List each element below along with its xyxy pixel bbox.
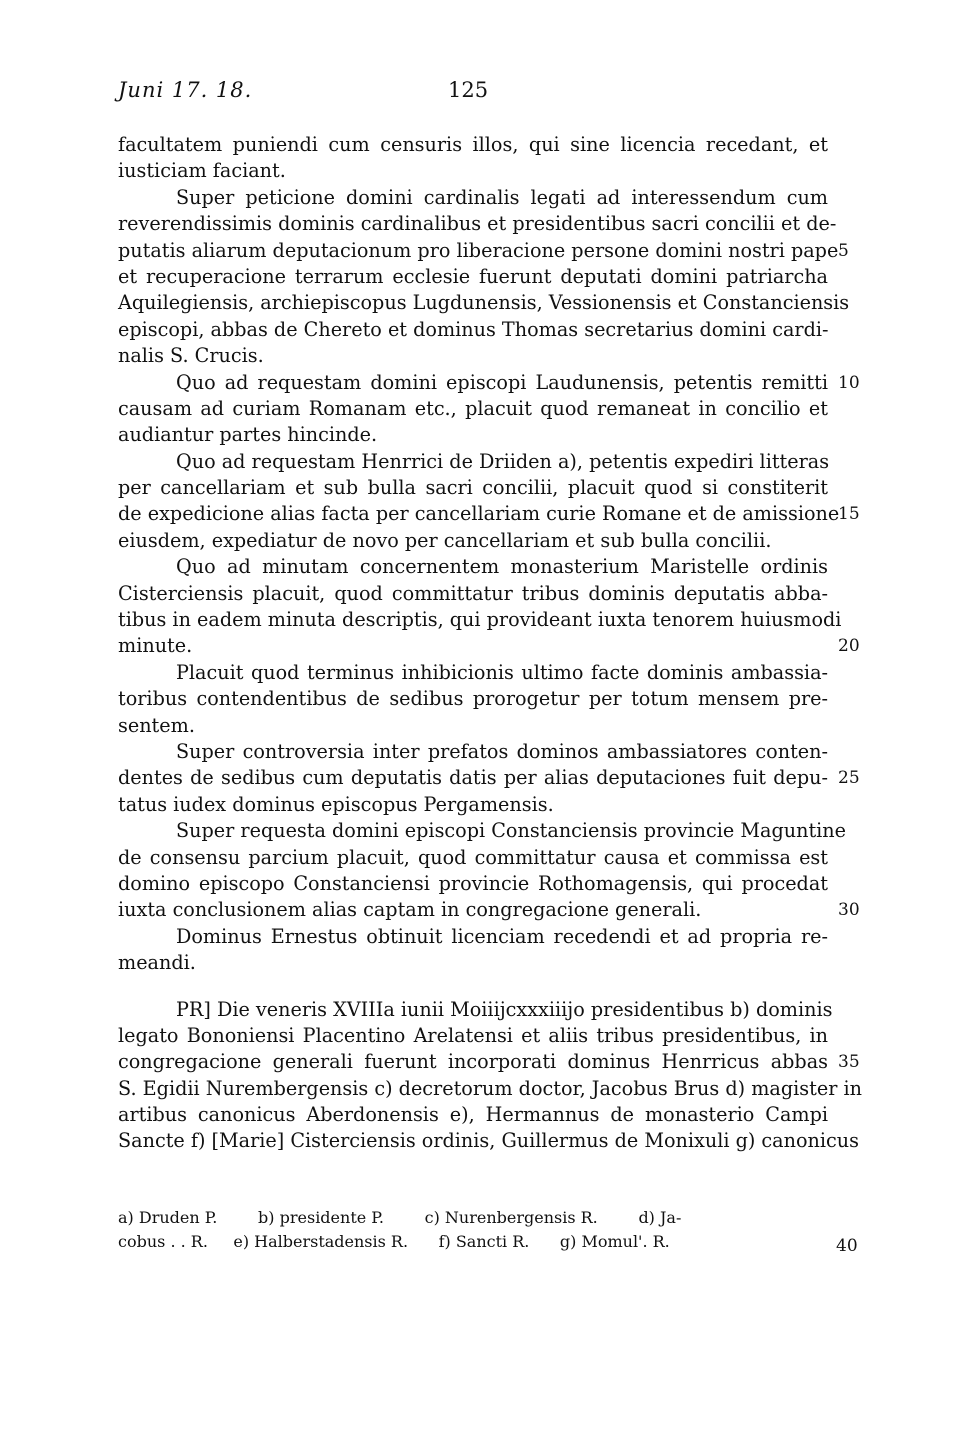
text-line — [118, 528, 828, 554]
line-text: nalis S. Crucis. — [118, 344, 264, 368]
footnote-line — [118, 1206, 830, 1230]
line-text: Quo ad minutam concernentem monasterium Maristelle ordinis — [176, 555, 828, 579]
text-line — [118, 317, 828, 343]
text-line — [118, 158, 828, 184]
line-text: tibus in eadem minuta descriptis, qui provideant iuxta tenorem huiusmodi — [118, 608, 842, 632]
paragraph-gap — [118, 977, 828, 997]
line-text: reverendissimis dominis cardinalibus et presidentibus sacri concilii et de- — [118, 212, 837, 236]
line-number: 5 — [838, 240, 849, 261]
line-text: Dominus Ernestus obtinuit licenciam recedendi et ad propria re- — [176, 924, 828, 948]
text-line — [118, 686, 828, 712]
text-line — [118, 343, 828, 369]
line-number: 35 — [838, 1052, 860, 1073]
line-text: sentem. — [118, 713, 195, 737]
line-number: 20 — [838, 636, 860, 657]
line-number: 15 — [838, 504, 860, 525]
line-text: eiusdem, expediatur de novo per cancellariam et sub bulla concilii. — [118, 528, 772, 552]
line-number: 10 — [838, 372, 860, 393]
text-line — [118, 211, 837, 237]
line-text: putatis aliarum deputacionum pro liberacione persone domini nostri pape — [118, 238, 839, 262]
text-line — [118, 607, 842, 633]
text-line — [118, 290, 850, 316]
line-text: facultatem puniendi cum censuris illos, qui sine licencia recedant, et — [118, 133, 828, 156]
text-line — [118, 633, 860, 659]
line-text: et recuperacione terrarum ecclesie fuerunt deputati domini patriarcha — [118, 264, 828, 288]
footnote-line — [118, 1230, 858, 1256]
text-line — [118, 765, 860, 791]
main-text — [118, 132, 862, 1155]
text-line — [118, 1023, 828, 1049]
text-line — [118, 132, 828, 158]
text-line — [118, 845, 828, 871]
line-text: toribus contendentibus de sedibus prorogetur per totum mensem pre- — [118, 687, 828, 711]
line-text: Cisterciensis placuit, quod committatur tribus dominis deputatis abba- — [118, 581, 828, 605]
text-line — [118, 238, 849, 264]
text-line — [118, 1102, 828, 1128]
text-line — [118, 1128, 859, 1154]
text-line — [118, 475, 828, 501]
line-text: iuxta conclusionem alias captam in congregacione generali. — [118, 898, 702, 922]
line-text: Sancte f) [Marie] Cisterciensis ordinis, Guillermus de Monixuli g) canonicus — [118, 1129, 859, 1153]
text-line — [118, 739, 828, 765]
line-text: audiantur partes hincinde. — [118, 423, 378, 447]
text-line — [118, 449, 828, 475]
text-line — [118, 370, 860, 396]
text-line — [118, 264, 828, 290]
line-text: domino episcopo Constanciensi provincie Rothomagensis, qui procedat — [118, 871, 828, 895]
line-text: S. Egidii Nurembergensis c) decretorum doctor, Jacobus Brus d) magister in — [118, 1076, 862, 1100]
line-text: congregacione generali fuerunt incorporati dominus Henrricus abbas — [118, 1050, 828, 1074]
text-line — [118, 997, 833, 1023]
line-text: Aquilegiensis, archiepiscopus Lugdunensis, Vessionensis et Constanciensis — [118, 291, 850, 315]
text-line — [118, 871, 828, 897]
line-text: episcopi, abbas de Chereto et dominus Thomas secretarius domini cardi- — [118, 317, 829, 341]
line-text: Quo ad requestam domini episcopi Laudunensis, petentis remitti — [176, 370, 828, 394]
text-line — [118, 660, 828, 686]
text-line — [118, 897, 860, 923]
line-text: iusticiam faciant. — [118, 159, 286, 183]
line-text: legato Bononiensi Placentino Arelatensi et aliis tribus presidentibus, in — [118, 1023, 828, 1047]
footnote-text: a) Druden P. b) presidente P. c) Nurenbergensis R. d) Ja- — [118, 1208, 682, 1227]
line-text: Quo ad requestam Henrrici de Driiden a), petentis expediri litteras — [176, 449, 830, 473]
line-number: 25 — [838, 768, 860, 789]
footnotes — [118, 1206, 858, 1256]
line-text: Super controversia inter prefatos dominos ambassiatores conten- — [176, 739, 828, 763]
line-text: causam ad curiam Romanam etc., placuit quod remaneat in concilio et — [118, 396, 828, 420]
line-number: 40 — [836, 1236, 858, 1256]
text-line — [118, 185, 828, 211]
line-text: Placuit quod terminus inhibicionis ultimo facte dominis ambassia- — [176, 660, 828, 684]
line-text: PR] Die veneris XVIIIa iunii Moiiijcxxxiiijo presidentibus b) dominis — [176, 997, 833, 1021]
text-line — [118, 396, 828, 422]
line-text: Super peticione domini cardinalis legati ad interessendum cum — [176, 185, 828, 209]
footnote-text: cobus . . R. e) Halberstadensis R. f) Sancti R. g) Momul'. R. — [118, 1232, 670, 1251]
line-text: meandi. — [118, 951, 196, 975]
line-number: 30 — [838, 900, 860, 921]
line-text: minute. — [118, 634, 193, 658]
text-line — [118, 924, 828, 950]
text-line — [118, 501, 860, 527]
text-line — [118, 792, 828, 818]
text-line — [118, 422, 828, 448]
page-number: 125 — [448, 78, 489, 102]
line-text: artibus canonicus Aberdonensis e), Hermannus de monasterio Campi — [118, 1103, 828, 1127]
text-line — [118, 713, 828, 739]
header-date: Juni 17. 18. — [118, 78, 253, 102]
text-line — [118, 818, 847, 844]
text-line — [118, 554, 828, 580]
line-text: Super requesta domini episcopi Constanciensis provincie Maguntine — [176, 819, 847, 843]
line-text: tatus iudex dominus episcopus Pergamensis. — [118, 792, 554, 816]
text-line — [118, 1076, 862, 1102]
line-text: dentes de sedibus cum deputatis datis per alias deputaciones fuit depu- — [118, 766, 828, 790]
text-line — [118, 950, 828, 976]
line-text: de expedicione alias facta per cancellariam curie Romane et de amissione — [118, 502, 840, 526]
text-line — [118, 1049, 860, 1075]
running-header — [118, 78, 830, 108]
line-text: de consensu parcium placuit, quod committatur causa et commissa est — [118, 845, 828, 869]
line-text: per cancellariam et sub bulla sacri concilii, placuit quod si constiterit — [118, 476, 828, 500]
text-line — [118, 581, 828, 607]
